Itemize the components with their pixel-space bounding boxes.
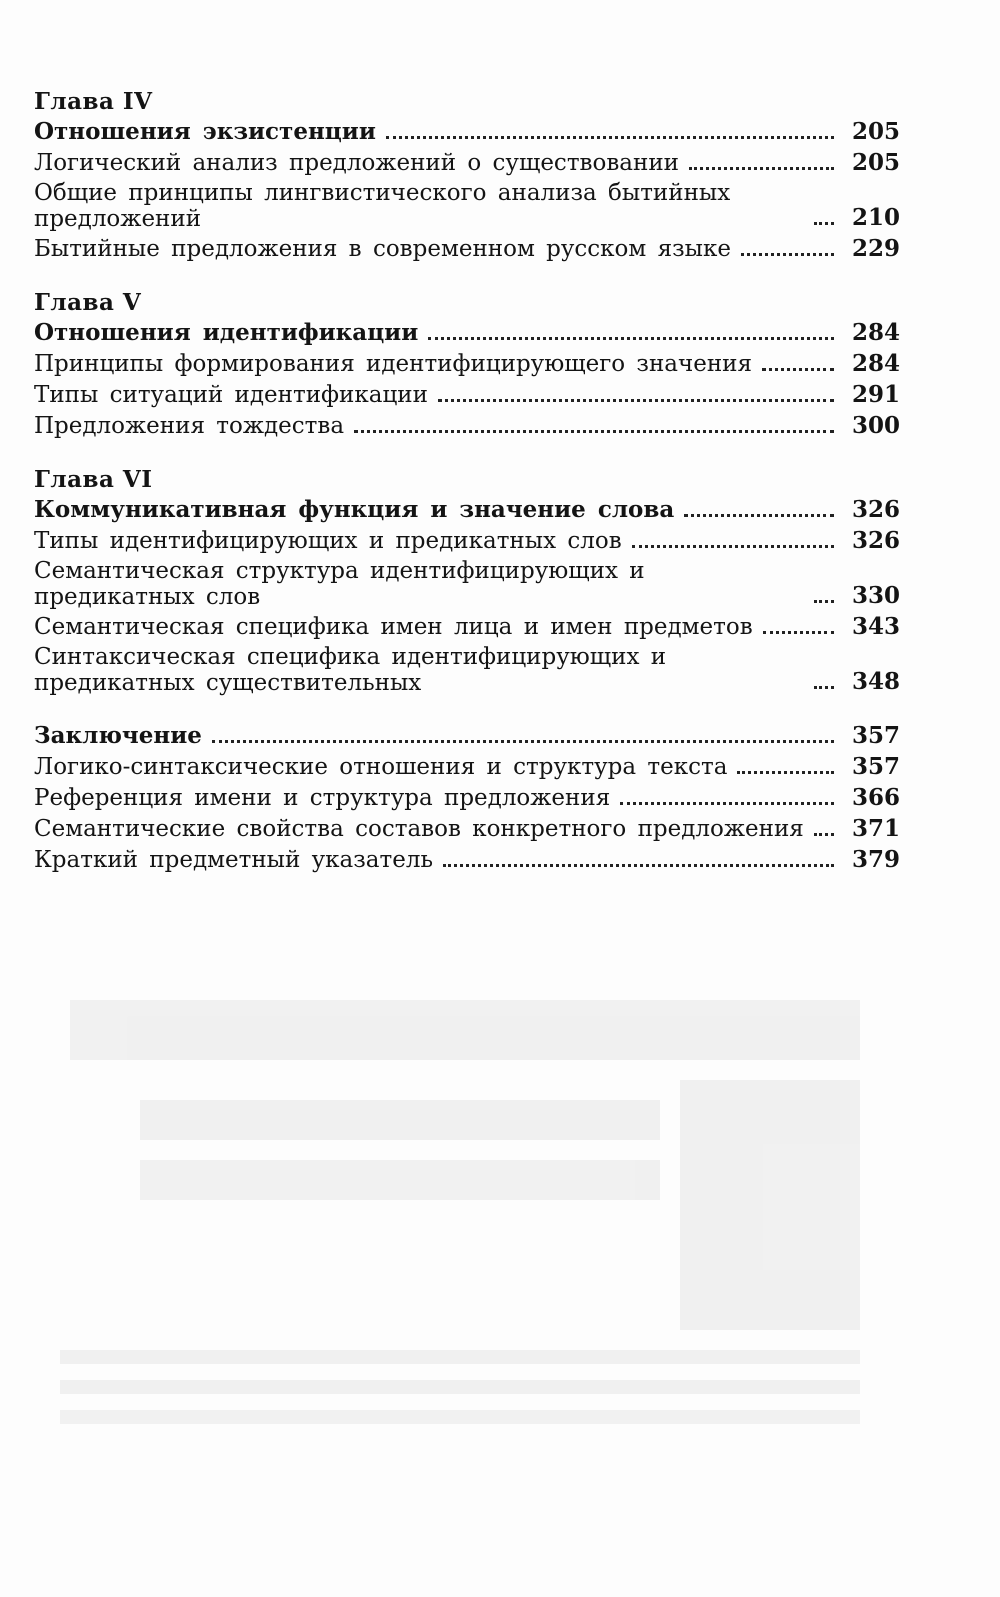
dot-leader — [689, 167, 834, 170]
toc-entry — [34, 644, 900, 696]
table-of-contents — [34, 88, 900, 900]
chapter-group — [34, 289, 900, 440]
toc-entry-title: Семантическая специфика имен лица и имен предметов — [34, 614, 753, 640]
toc-entry-page-number: 210 — [851, 204, 900, 231]
toc-entry-title: Бытийные предложения в современном русском языке — [34, 236, 731, 262]
toc-entry-title: Типы идентифицирующих и предикатных слов — [34, 528, 622, 554]
toc-entry-page-number: 330 — [851, 582, 900, 609]
dot-leader — [814, 833, 834, 836]
dot-leader — [814, 222, 834, 225]
toc-entry-page-number: 343 — [851, 613, 900, 640]
toc-entry — [34, 558, 900, 610]
toc-entry-title: Референция имени и структура предложения — [34, 785, 611, 811]
toc-entry — [34, 527, 900, 555]
dot-leader — [814, 600, 834, 603]
toc-entry-page-number: 300 — [851, 412, 900, 439]
toc-entry-page-number: 205 — [851, 149, 900, 176]
toc-entry-title: Общие принципы лингвистического анализа бытийных предложений — [34, 180, 731, 232]
toc-entry-page-number: 229 — [851, 235, 900, 262]
dot-leader — [814, 686, 834, 689]
reverse-side-bleed — [40, 960, 870, 1480]
toc-entry — [34, 381, 900, 409]
dot-leader — [443, 864, 834, 867]
chapter-group — [34, 466, 900, 696]
toc-entry — [34, 496, 900, 524]
dot-leader — [620, 802, 834, 805]
dot-leader — [428, 337, 834, 340]
toc-entry — [34, 753, 900, 781]
dot-leader — [438, 399, 834, 402]
toc-entry — [34, 846, 900, 874]
chapter-heading: Глава VI — [34, 466, 153, 493]
toc-entry-title: Отношения экзистенции — [34, 118, 376, 145]
dot-leader — [684, 514, 834, 517]
toc-entry-title: Коммуникативная функция и значение слова — [34, 496, 675, 523]
toc-entry-page-number: 357 — [851, 722, 900, 749]
toc-entry-page-number: 291 — [851, 381, 900, 408]
toc-entry-page-number: 348 — [851, 668, 900, 695]
toc-entry — [34, 118, 900, 146]
dot-leader — [354, 430, 834, 433]
toc-entry-title: Отношения идентификации — [34, 319, 419, 346]
toc-entry-title: Принципы формирования идентифицирующего значения — [34, 351, 753, 377]
toc-entry — [34, 722, 900, 750]
toc-entry-title: Краткий предметный указатель — [34, 847, 433, 873]
toc-entry-title: Семантические свойства составов конкретного предложения — [34, 816, 804, 842]
toc-entry-page-number: 366 — [851, 784, 900, 811]
toc-entry — [34, 412, 900, 440]
chapter-group — [34, 88, 900, 263]
toc-entry-title: Семантическая структура идентифицирующих и предикатных слов — [34, 558, 645, 610]
toc-entry-title: Предложения тождества — [34, 413, 345, 439]
dot-leader — [741, 253, 834, 256]
dot-leader — [763, 631, 834, 634]
dot-leader — [632, 545, 834, 548]
toc-entry — [34, 235, 900, 263]
toc-entry-title: Заключение — [34, 722, 202, 749]
toc-entry — [34, 319, 900, 347]
toc-entry-page-number: 326 — [851, 527, 900, 554]
toc-entry — [34, 149, 900, 177]
dot-leader — [762, 368, 834, 371]
chapter-group — [34, 722, 900, 874]
dot-leader — [386, 136, 834, 139]
toc-entry-title: Синтаксическая специфика идентифицирующих и предикатных существительных — [34, 644, 667, 696]
dot-leader — [737, 771, 834, 774]
toc-entry-page-number: 379 — [851, 846, 900, 873]
toc-entry — [34, 350, 900, 378]
dot-leader — [212, 740, 834, 743]
toc-entry-title: Логический анализ предложений о существовании — [34, 150, 679, 176]
toc-entry-page-number: 371 — [851, 815, 900, 842]
toc-entry-page-number: 284 — [851, 350, 900, 377]
toc-entry-page-number: 326 — [851, 496, 900, 523]
toc-entry-title: Логико-синтаксические отношения и структура текста — [34, 754, 728, 780]
toc-entry — [34, 784, 900, 812]
toc-entry-page-number: 357 — [851, 753, 900, 780]
chapter-heading: Глава IV — [34, 88, 153, 115]
chapter-heading: Глава V — [34, 289, 142, 316]
toc-entry — [34, 815, 900, 843]
toc-entry — [34, 180, 900, 232]
toc-entry-title: Типы ситуаций идентификации — [34, 382, 428, 408]
toc-entry-page-number: 205 — [851, 118, 900, 145]
toc-entry-page-number: 284 — [851, 319, 900, 346]
toc-entry — [34, 613, 900, 641]
